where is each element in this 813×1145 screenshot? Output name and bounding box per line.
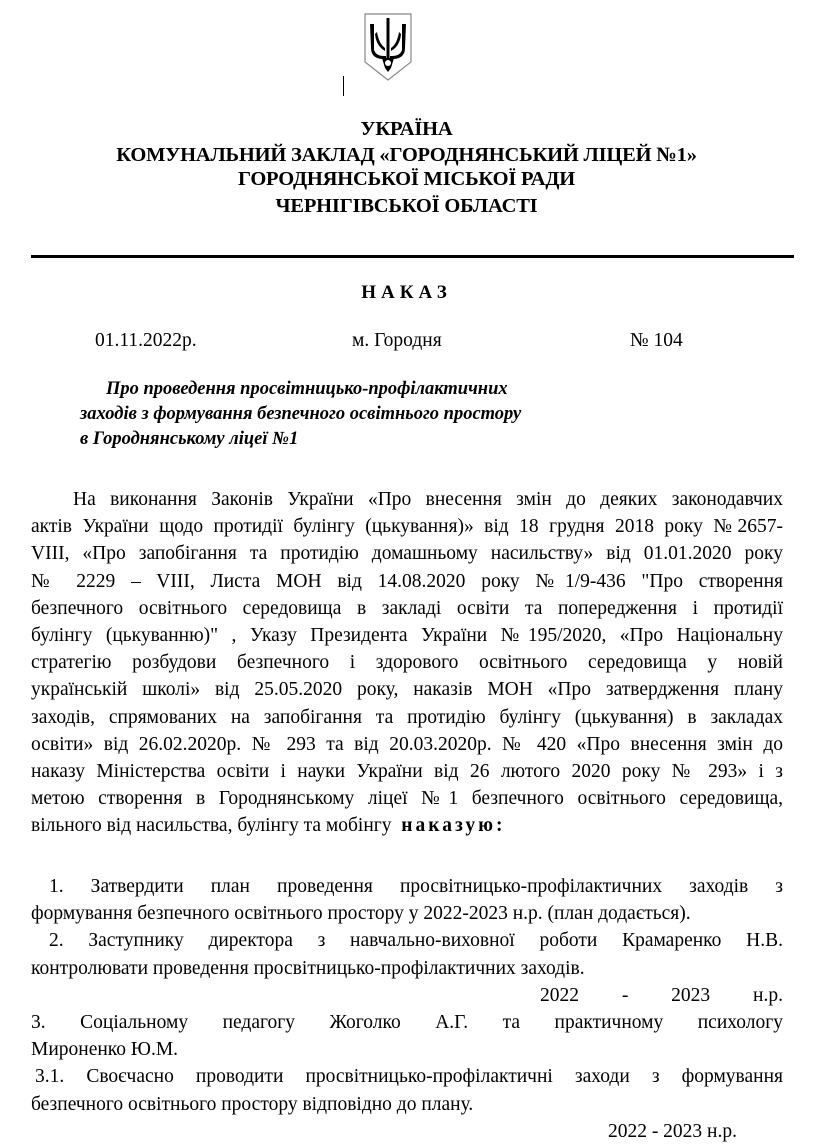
order-number: № 104	[630, 330, 683, 351]
item-1-line: формування безпечного освітнього простору у 2022-2023 н.р. (план додається).	[31, 903, 691, 925]
item-3-line: Мироненко Ю.М.	[31, 1039, 179, 1061]
subject-line: в Городнянському ліцеї №1	[80, 429, 299, 449]
order-place: м. Городня	[352, 330, 442, 351]
header-council: ГОРОДНЯНСЬКОЇ МІСЬКОЇ РАДИ	[237, 168, 575, 190]
order-date: 01.11.2022р.	[95, 330, 197, 351]
preamble-line: освіти» від 26.02.2020р. № 293 та від 20.03.2020р. № 420 «Про внесення змін до	[31, 733, 783, 755]
item-1-line: 1. Затвердити план проведення просвітницько-профілактичних заходів з	[49, 876, 783, 897]
text-cursor	[343, 76, 344, 96]
header-institution: КОМУНАЛЬНИЙ ЗАКЛАД «ГОРОДНЯНСЬКИЙ ЛІЦЕЙ №1»	[116, 144, 697, 166]
item-2-deadline: 2022 - 2023 н.р.	[539, 984, 783, 1006]
preamble-line: метою створення в Городнянському ліцеї №1 безпечного освітнього середовища,	[31, 788, 783, 810]
order-items	[31, 873, 783, 1145]
subject-line: заходів з формування безпечного освітнього простору	[80, 404, 522, 424]
preamble-line: безпечного освітнього середовища в закладі освіти та попередження і протидії	[31, 597, 783, 619]
header-divider	[31, 255, 794, 258]
item-3-1-line: 3.1. Своєчасно проводити просвітницько-профілактичні заходи з формування	[35, 1066, 783, 1088]
item-3-1-deadline: 2022 - 2023 н.р.	[607, 1120, 737, 1142]
header-region: ЧЕРНІГІВСЬКОЇ ОБЛАСТІ	[275, 195, 538, 217]
trident-coat-of-arms-icon	[362, 12, 414, 84]
item-3-line: 3. Соціальному педагогу Жоголко А.Г. та практичному психологу	[31, 1012, 783, 1034]
preamble-line: На виконання Законів України «Про внесення змін до деяких законодавчих	[73, 489, 783, 510]
preamble-paragraph	[31, 486, 783, 840]
preamble-last-line	[31, 812, 783, 839]
preamble-line: № 2229 – VIII, Листа МОН від 14.08.2020 року №1/9-436 "Про створення	[31, 570, 783, 592]
preamble-line: українській школі» від 25.05.2020 року, наказів МОН «Про затвердження плану	[31, 679, 783, 701]
item-2-line: контролювати проведення просвітницько-профілактичних заходів.	[31, 957, 585, 979]
preamble-line: VIII, «Про запобігання та протидію домашньому насильству» від 01.01.2020 року	[31, 543, 783, 565]
order-word: наказую:	[401, 815, 506, 837]
header-country: УКРАЇНА	[360, 118, 453, 140]
preamble-line: булінгу (цькуванню)" , Указу Президента України №195/2020, «Про Національну	[31, 625, 783, 647]
preamble-line: актів України щодо протидії булінгу (цькування)» від 18 грудня 2018 року №2657-	[31, 516, 783, 538]
order-subject	[80, 377, 521, 452]
preamble-line: заходів, спрямованих на запобігання та протидію булінгу (цькування) в закладах	[31, 706, 783, 728]
order-title: НАКАЗ	[361, 282, 452, 303]
preamble-line: наказу Міністерства освіти і науки України від 26 лютого 2020 року № 293» і з	[31, 761, 783, 783]
preamble-line-text: вільного від насильства, булінгу та мобінгу	[31, 815, 392, 837]
item-3-1-line: безпечного освітнього простору відповідно до плану.	[31, 1093, 474, 1115]
subject-line: Про проведення просвітницько-профілактичних	[106, 379, 508, 399]
preamble-line: стратегію розбудови безпечного і здорового освітнього середовища у новій	[31, 652, 783, 674]
item-2-line: 2. Заступнику директора з навчально-виховної роботи Крамаренко Н.В.	[49, 930, 783, 952]
